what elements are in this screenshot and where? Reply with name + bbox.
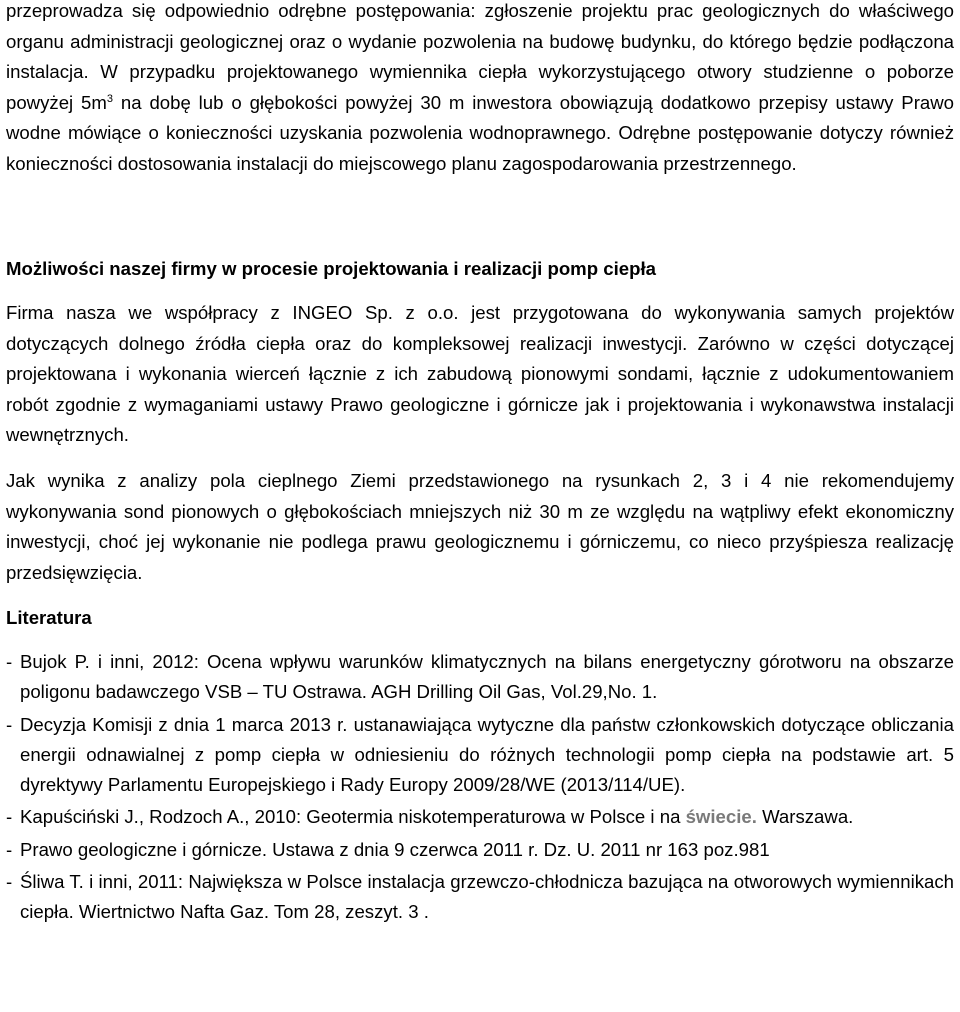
reference-list [6,647,954,930]
reference-dash: - [6,838,13,860]
reference-item [6,802,954,832]
reference-item [6,647,954,708]
reference-text-highlight: świecie. [685,806,757,828]
reference-text: Bujok P. i inni, 2012: Ocena wpływu warunków klimatycznych na bilans energetyczny górotworu na obszarze poligonu badawczego VSB – TU Ostrawa. AGH Drilling Oil Gas, Vol.29,No. 1. [20,651,954,703]
reference-dash: - [6,713,13,735]
reference-text-part: Warszawa. [756,806,854,828]
reference-text [20,802,954,832]
paragraph-permits-text-a: przeprowadza się odpowiednio odrębne postępowania: zgłoszenie projektu prac geologicznych do właściwego organu administracji geologicznej oraz o wydanie pozwolenia na budowę budynku, do którego będzie podłączona instalacja. W przypadku projektowanego wymiennika ciepła wykorzystującego otwory studzienne o poborze powyżej 5m [6,0,954,113]
reference-dash: - [6,871,13,893]
reference-item [6,710,954,801]
reference-text: Decyzja Komisji z dnia 1 marca 2013 r. ustanawiająca wytyczne dla państw członkowskich dotyczące obliczania energii odnawialnej z pomp ciepła w odniesieniu do różnych technologii pomp ciepła na podstawie art. 5 dyrektywy Parlamentu Europejskiego i Rady Europy 2009/28/WE (2013/114/UE). [20,713,954,796]
paragraph-permits-text-b: na dobę lub o głębokości powyżej 30 m inwestora obowiązują dodatkowo przepisy ustawy Prawo wodne mówiące o konieczności uzyskania pozwolenia wodnoprawnego. Odrębne postępowanie dotyczy również konieczności dostosowania instalacji do miejscowego planu zagospodarowania przestrzennego. [6,91,954,174]
paragraph-thermal-analysis: Jak wynika z analizy pola cieplnego Ziemi przedstawionego na rysunkach 2, 3 i 4 nie rekomendujemy wykonywania sond pionowych o głębokościach mniejszych niż 30 m ze względu na wątpliwy efekt ekonomiczny inwestycji, choć jej wykonanie nie podlega prawu geologicznemu i górniczemu, co nieco przyśpiesza realizację przedsięwzięcia. [6,470,954,583]
superscript-exponent: 3 [106,92,114,105]
reference-dash: - [6,806,13,828]
reference-dash: - [6,651,13,672]
reference-item [6,835,954,865]
reference-text: Śliwa T. i inni, 2011: Największa w Polsce instalacja grzewczo-chłodnicza bazująca na otworowych wymiennikach ciepła. Wiertnictwo Nafta Gaz. Tom 28, zeszyt. 3 . [20,871,954,923]
section-heading-capabilities: Możliwości naszej firmy w procesie projektowania i realizacji pomp ciepła [6,258,656,279]
paragraph-company-cooperation: Firma nasza we współpracy z INGEO Sp. z o.o. jest przygotowana do wykonywania samych projektów dotyczących dolnego źródła ciepła oraz do kompleksowej realizacji inwestycji. Zarówno w części dotyczącej projektowana i wykonania wierceń łącznie z ich zabudową pionowymi sondami, łącznie z udokumentowaniem robót zgodnie z wymaganiami ustawy Prawo geologiczne i górnicze jak i projektowania i wykonawstwa instalacji wewnętrznych. [6,302,954,445]
reference-text-part: Kapuściński J., Rodzoch A., 2010: Geotermia niskotemperaturowa w Polsce i na [20,806,686,828]
reference-item [6,867,954,928]
reference-text: Prawo geologiczne i górnicze. Ustawa z dnia 9 czerwca 2011 r. Dz. U. 2011 nr 163 poz.981 [20,838,770,860]
paragraph-permits [6,0,954,179]
section-heading-literature: Literatura [6,607,92,628]
